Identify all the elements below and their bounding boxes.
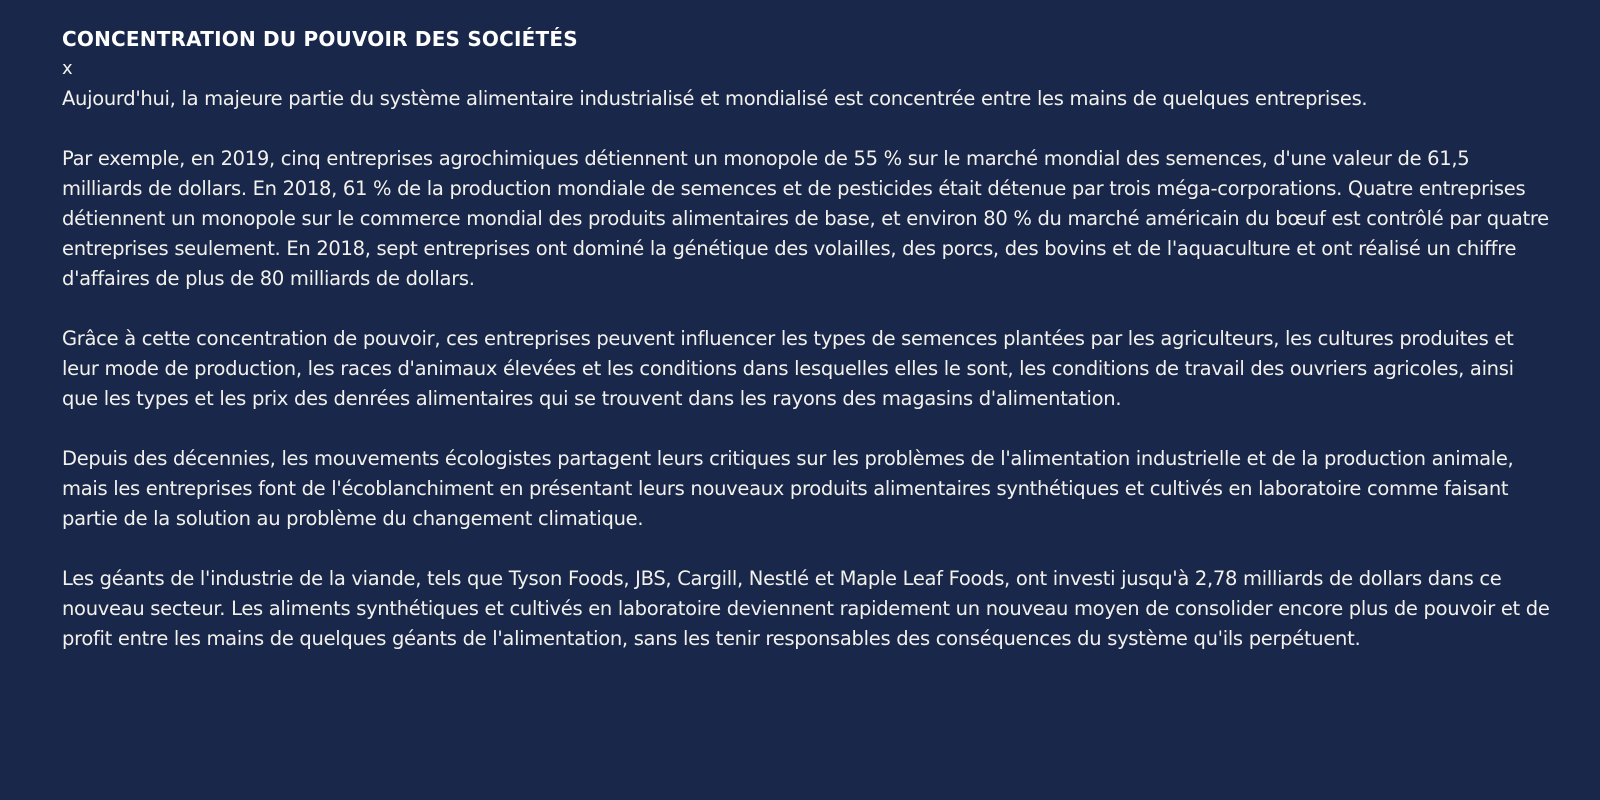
paragraph-examples: Par exemple, en 2019, cinq entreprises agrochimiques détiennent un monopole de 55 % sur le marché mondial des semences, d'une valeur de 61,5 milliards de dollars. En 2018, 61 % de la production mondiale de semences et de pesticides était détenue par trois méga-corporations. Quatre entreprises détiennent un monopole sur le commerce mondial des produits alimentaires de base, et environ 80 % du marché américain du bœuf est contrôlé par quatre entreprises seulement. En 2018, sept entreprises ont dominé la génétique des volailles, des porcs, des bovins et de l'aquaculture et ont réalisé un chiffre d'affaires de plus de 80 milliards de dollars. <box>62 147 1549 290</box>
paragraph-greenwashing: Depuis des décennies, les mouvements écologistes partagent leurs critiques sur les problèmes de l'alimentation industrielle et de la production animale, mais les entreprises font de l'écoblanchiment en présentant leurs nouveaux produits alimentaires synthétiques et cultivés en laboratoire comme faisant partie de la solution au problème du changement climatique. <box>62 447 1514 530</box>
panel-title: CONCENTRATION DU POUVOIR DES SOCIÉTÉS <box>62 27 578 51</box>
paragraph-influence: Grâce à cette concentration de pouvoir, ces entreprises peuvent influencer les types de semences plantées par les agriculteurs, les cultures produites et leur mode de production, les races d'animaux élevées et les conditions dans lesquelles elles le sont, les conditions de travail des ouvriers agricoles, ainsi que les types et les prix des denrées alimentaires qui se trouvent dans les rayons des magasins d'alimentation. <box>62 327 1514 410</box>
paragraph-intro: Aujourd'hui, la majeure partie du système alimentaire industrialisé et mondialisé est concentrée entre les mains de quelques entreprises. <box>62 87 1368 110</box>
paragraph-meat-giants: Les géants de l'industrie de la viande, tels que Tyson Foods, JBS, Cargill, Nestlé et Maple Leaf Foods, ont investi jusqu'à 2,78 milliards de dollars dans ce nouveau secteur. Les aliments synthétiques et cultivés en laboratoire deviennent rapidement un nouveau moyen de consolider encore plus de pouvoir et de profit entre les mains de quelques géants de l'alimentation, sans les tenir responsables des conséquences du système qu'ils perpétuent. <box>62 567 1550 650</box>
panel-body <box>62 84 1552 654</box>
close-button[interactable]: x <box>62 54 73 84</box>
